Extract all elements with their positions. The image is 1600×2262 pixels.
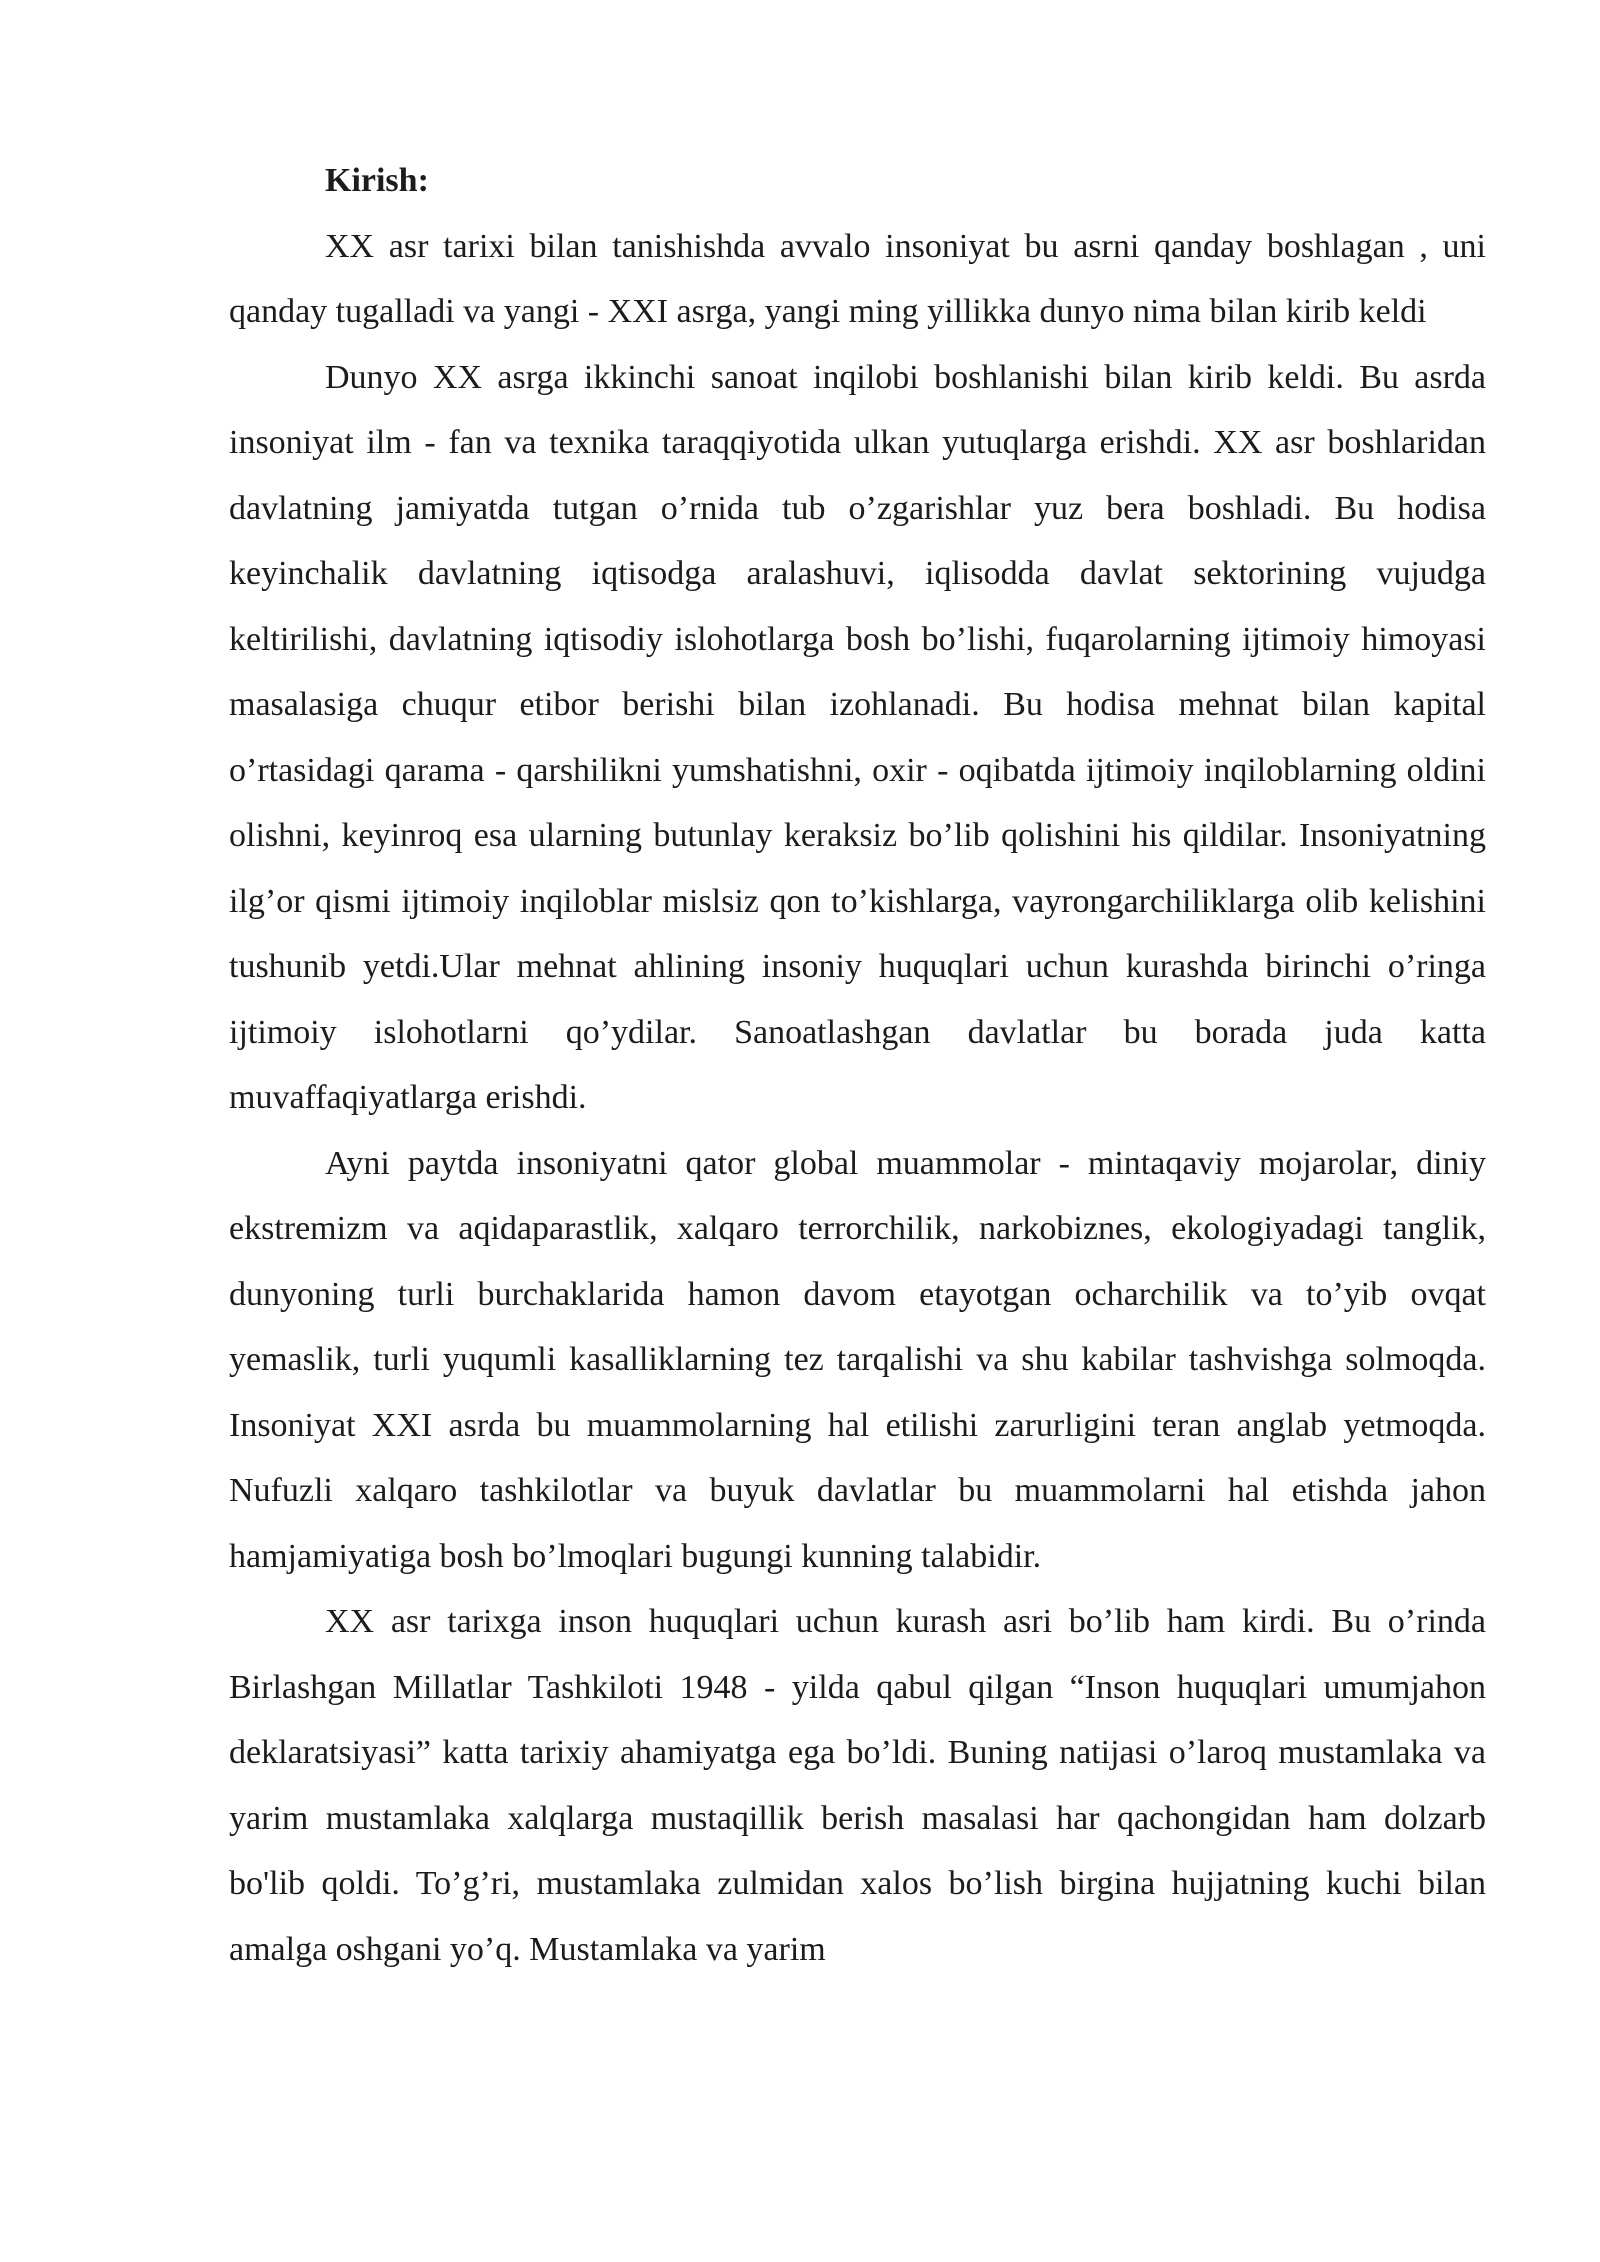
document-body [229, 148, 1486, 1982]
paragraph-1: XX asr tarixi bilan tanishishda avvalo insoniyat bu asrni qanday boshlagan , uni qanday tugalladi va yangi - XXI asrga, yangi ming yillikka dunyo nima bilan kirib keldi [229, 227, 1486, 330]
section-heading: Kirish: [325, 162, 429, 199]
paragraph-3: Ayni paytda insoniyatni qator global muammolar - mintaqaviy mojarolar, diniy ekstremizm va aqidaparastlik, xalqaro terrorchilik, narkobiznes, ekologiyadagi tanglik, dunyoning turli burchaklarida hamon davom etayotgan ocharchilik va to’yib ovqat yemaslik, turli yuqumli kasalliklarning tez tarqalishi va shu kabilar tashvishga solmoqda. Insoniyat XXI asrda bu muammolarning hal etilishi zarurligini teran anglab yetmoqda. Nufuzli xalqaro tashkilotlar va buyuk davlatlar bu muammolarni hal etishda jahon hamjamiyatiga bosh bo’lmoqlari bugungi kunning talabidir. [229, 1144, 1486, 1575]
paragraph-2: Dunyo XX asrga ikkinchi sanoat inqilobi boshlanishi bilan kirib keldi. Bu asrda insoniyat ilm - fan va texnika taraqqiyotida ulkan yutuqlarga erishdi. XX asr boshlaridan davlatning jamiyatda tutgan o’rnida tub o’zgarishlar yuz bera boshladi. Bu hodisa keyinchalik davlatning iqtisodga aralashuvi, iqlisodda davlat sektorining vujudga keltirilishi, davlatning iqtisodiy islohotlarga bosh bo’lishi, fuqarolarning ijtimoiy himoyasi masalasiga chuqur etibor berishi bilan izohlanadi. Bu hodisa mehnat bilan kapital o’rtasidagi qarama - qarshilikni yumshatishni, oxir - oqibatda ijtimoiy inqiloblarning oldini olishni, keyinroq esa ularning butunlay keraksiz bo’lib qolishini his qildilar. Insoniyatning ilg’or qismi ijtimoiy inqiloblar mislsiz qon to’kishlarga, vayrongarchiliklarga olib kelishini tushunib yetdi.Ular mehnat ahlining insoniy huquqlari uchun kurashda birinchi o’ringa ijtimoiy islohotlarni qo’ydilar. Sanoatlashgan davlatlar bu borada juda katta muvaffaqiyatlarga erishdi. [229, 358, 1486, 1116]
paragraph-4: XX asr tarixga inson huquqlari uchun kurash asri bo’lib ham kirdi. Bu o’rinda Birlashgan Millatlar Tashkiloti 1948 - yilda qabul qilgan “Inson huquqlari umumjahon deklaratsiyasi” katta tarixiy ahamiyatga ega bo’ldi. Buning natijasi o’laroq mustamlaka va yarim mustamlaka xalqlarga mustaqillik berish masalasi har qachongidan ham dolzarb bo'lib qoldi. To’g’ri, mustamlaka zulmidan xalos bo’lish birgina hujjatning kuchi bilan amalga oshgani yo’q. Mustamlaka va yarim [229, 1603, 1486, 1968]
